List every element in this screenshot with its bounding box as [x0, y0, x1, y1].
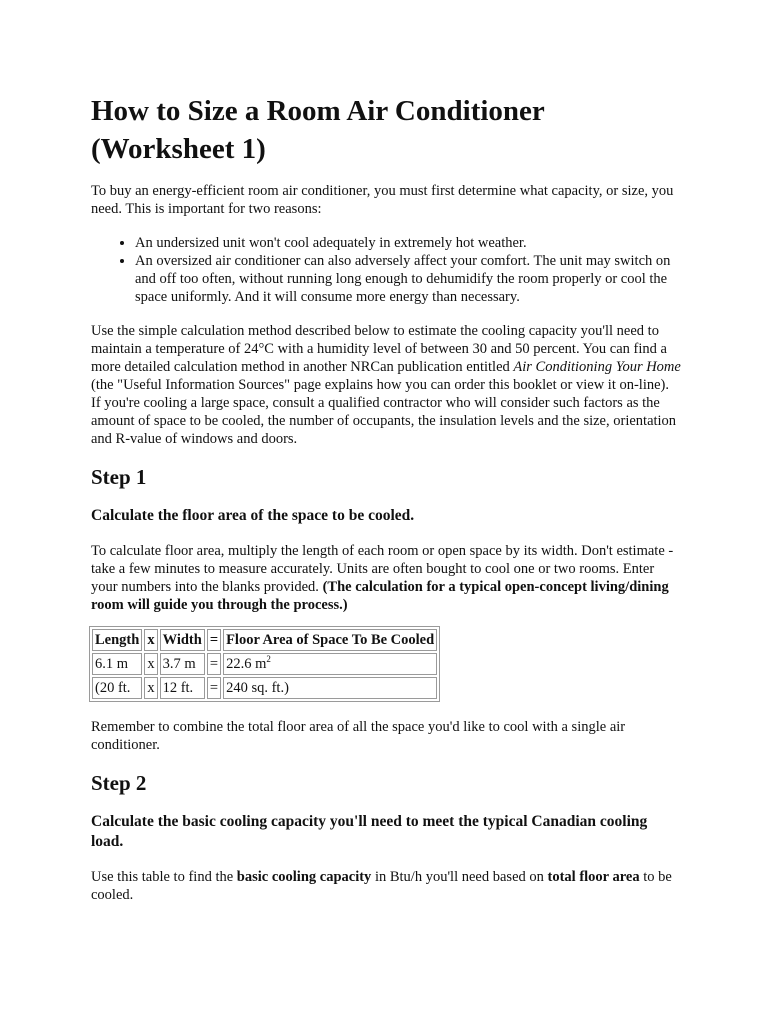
publication-title: Air Conditioning Your Home — [513, 359, 681, 375]
table-cell — [223, 653, 437, 675]
title-line-1: How to Size a Room Air Conditioner — [91, 95, 545, 127]
method-text-2: (the "Useful Information Sources" page explains how you can order this booklet or view it on-line). If you're cooling a large space, consult a qualified contractor who will consider such factors as the amount of space to be cooled, the number of occupants, the insulation levels and the size, orientation and R-value of windows and doors. — [91, 377, 677, 447]
list-item: • An oversized air conditioner can also adversely affect your comfort. The unit may switch on and off too often, without running long enough to dehumidify the room properly or cool the space uniformly. And it will consume more energy than necessary. — [135, 252, 681, 306]
method-paragraph — [91, 322, 681, 448]
step-2-bold-b: total floor area — [547, 869, 640, 885]
step-2-subheading: Calculate the basic cooling capacity you'll need to meet the typical Canadian cooling load. — [91, 813, 648, 850]
document-content — [91, 92, 681, 920]
table-cell: x — [144, 677, 157, 699]
header-cell: = — [207, 629, 221, 651]
table-row — [92, 653, 437, 675]
table-cell: (20 ft. — [92, 677, 142, 699]
page-title — [91, 92, 681, 168]
table-cell: = — [207, 653, 221, 675]
step-1-text: To calculate floor area, multiply the length of each room or open space by its width. Don't estimate - take a few minutes to measure accurately. Units are often bought to cool one or two rooms. Enter your numbers into the blanks provided. — [91, 543, 674, 595]
step-2-bold-a: basic cooling capacity — [236, 869, 372, 885]
intro-paragraph: To buy an energy-efficient room air conditioner, you must first determine what capacity, or size, you need. This is important for two reasons: — [91, 183, 674, 217]
table-row — [92, 677, 437, 699]
list-item: • An undersized unit won't cool adequately in extremely hot weather. — [135, 234, 681, 252]
reasons-list — [91, 234, 681, 306]
step-2-heading: Step 2 — [91, 771, 147, 795]
header-cell: x — [144, 629, 157, 651]
table-cell: 3.7 m — [160, 653, 205, 675]
title-line-2: (Worksheet 1) — [91, 133, 266, 165]
table-header-row — [92, 629, 437, 651]
table-cell: 6.1 m — [92, 653, 142, 675]
method-text-1: Use the simple calculation method described below to estimate the cooling capacity you'll need to maintain a temperature of 24°C with a humidity level of between 30 and 50 percent. You can find a more detailed calculation method in another NRCan publication entitled — [91, 323, 667, 375]
remember-paragraph: Remember to combine the total floor area of all the space you'd like to cool with a single air conditioner. — [91, 719, 626, 753]
step-2-text-c: to be cooled. — [91, 869, 672, 903]
step-2-text-a: Use this table to find the — [91, 869, 237, 885]
table-cell: = — [207, 677, 221, 699]
header-cell: Floor Area of Space To Be Cooled — [223, 629, 437, 651]
step-1-heading: Step 1 — [91, 465, 147, 489]
area-metric-value: 22.6 m — [226, 656, 267, 672]
step-1-subheading: Calculate the floor area of the space to be cooled. — [91, 507, 415, 524]
step-2-text-b: in Btu/h you'll need based on — [371, 869, 548, 885]
header-cell: Width — [160, 629, 205, 651]
floor-area-table — [89, 626, 440, 702]
squared-superscript: 2 — [266, 654, 271, 665]
step-2-paragraph — [91, 868, 681, 904]
table-cell: x — [144, 653, 157, 675]
step-1-paragraph — [91, 542, 681, 614]
step-1-bold-note: (The calculation for a typical open-concept living/dining room will guide you through the process.) — [91, 579, 669, 613]
table-cell: 12 ft. — [160, 677, 205, 699]
table-cell: 240 sq. ft.) — [223, 677, 437, 699]
header-cell: Length — [92, 629, 142, 651]
